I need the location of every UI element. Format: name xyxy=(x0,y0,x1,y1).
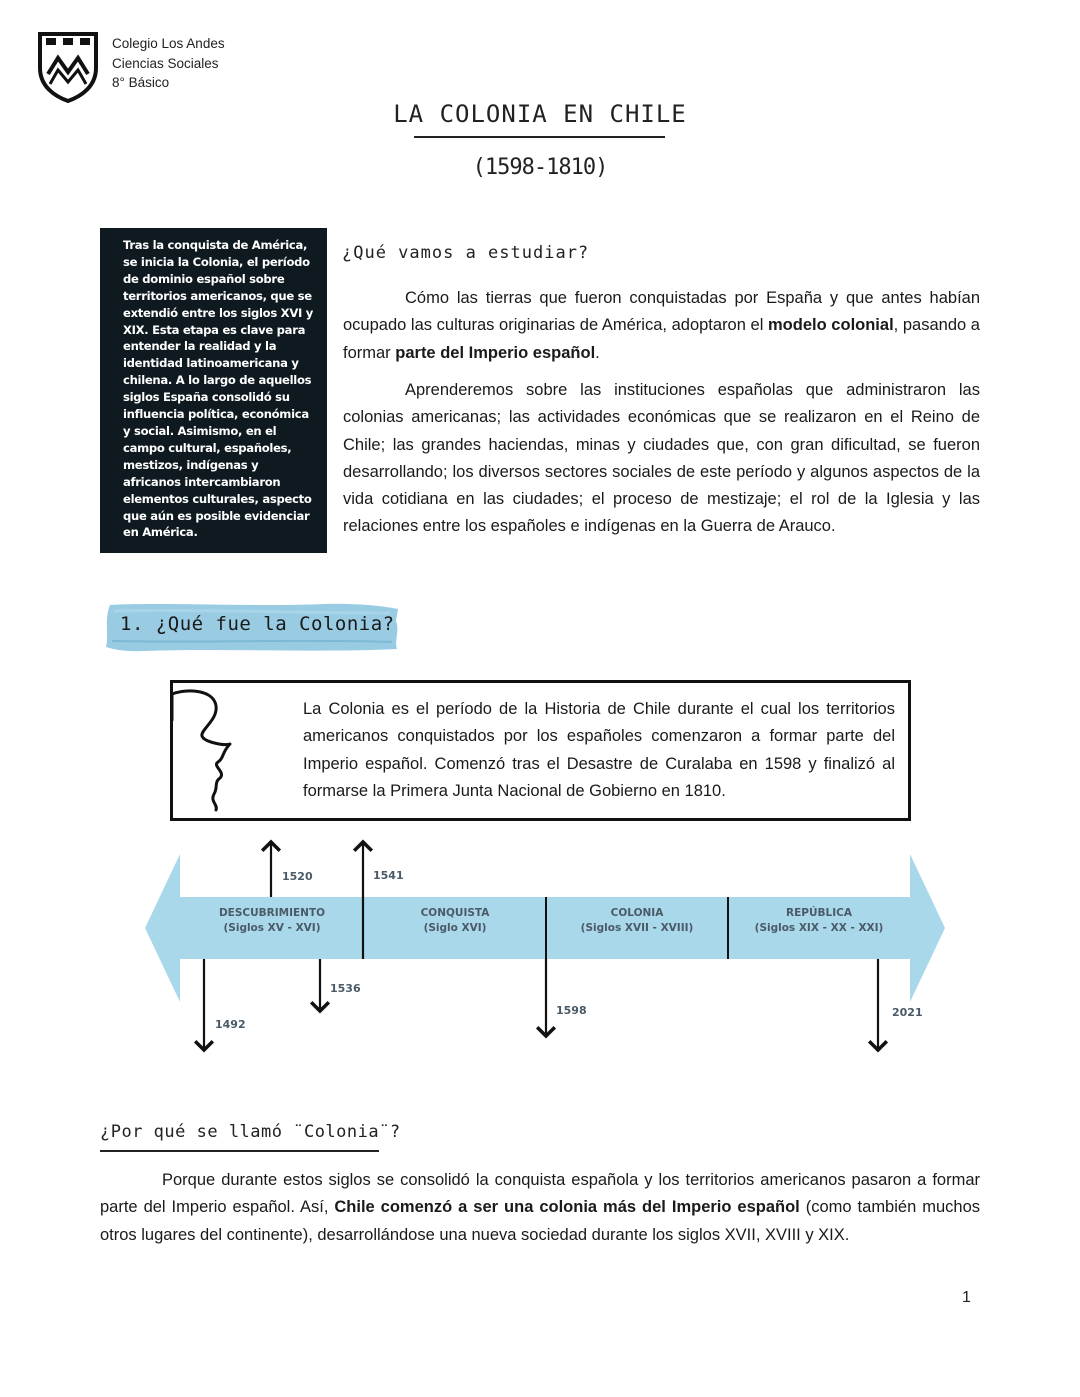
period-range-2: (Siglo XVI) xyxy=(423,922,487,934)
school-info xyxy=(112,34,225,93)
page-subtitle: (1598-1810) xyxy=(472,155,608,180)
intro-box: Tras la conquista de América, se inicia la Colonia, el período de dominio español sobre territorios americanos, que se extendió entre los siglos XVI y XIX. Esta etapa es clave para entender la realidad y la identidad latinoamericana y chilena. A lo largo de aquellos siglos España consolidó su influencia política, económica y social. Asimismo, en el campo cultural, españoles, mestizos, indígenas y africanos intercambiaron elementos culturales, aspecto que aún es posible evidenciar en América. xyxy=(100,228,327,553)
why-heading-underline xyxy=(100,1150,379,1152)
period-name-1: DESCUBRIMIENTO xyxy=(218,907,326,919)
text-span: . xyxy=(595,343,600,362)
text-span: Porque durante estos siglos se consolidó la conquista española y los territorios americanos pasaron a formar parte del Imperio español. Así, xyxy=(100,1171,980,1217)
period-name-3: COLONIA xyxy=(610,907,664,919)
date-label-2021: 2021 xyxy=(892,1006,923,1019)
bold-span: Chile comenzó a ser una colonia más del Imperio español xyxy=(334,1198,800,1217)
study-paragraph-1 xyxy=(343,285,980,367)
title-underline xyxy=(414,136,665,138)
bold-span: modelo colonial xyxy=(768,316,894,335)
definition-text: La Colonia es el período de la Historia de Chile durante el cual los territorios americanos conquistados por los españoles comenzaron a formar parte del Imperio español. Comenzó tras el Desastre de Curalaba en 1598 y finalizó al formarse la Primera Junta Nacional de Gobierno en 1810. xyxy=(303,700,895,800)
school-header xyxy=(36,30,336,110)
study-heading: ¿Qué vamos a estudiar? xyxy=(342,243,590,263)
text-span: Cómo las tierras que fueron conquistadas por España y que antes habían ocupado las culturas originarias de América, adoptaron el xyxy=(343,289,980,335)
date-label-1492: 1492 xyxy=(215,1018,246,1031)
page-title: LA COLONIA EN CHILE xyxy=(393,100,687,128)
date-label-1598: 1598 xyxy=(556,1004,587,1017)
page-number: 1 xyxy=(962,1289,971,1306)
period-name-2: CONQUISTA xyxy=(420,907,490,919)
period-range-4: (Siglos XIX - XX - XXI) xyxy=(754,922,884,934)
text-span: (como también muchos otros lugares del continente), desarrollándose una nueva sociedad durante los siglos XVII, XVIII y XIX. xyxy=(100,1198,980,1244)
bold-span: parte del Imperio español xyxy=(395,343,596,362)
period-range-3: (Siglos XVII - XVIII) xyxy=(580,922,694,934)
face-profile-icon xyxy=(168,686,248,816)
date-label-1536: 1536 xyxy=(330,982,361,995)
why-heading: ¿Por qué se llamó ¨Colonia¨? xyxy=(100,1122,401,1142)
timeline-diagram xyxy=(140,836,950,1058)
date-label-1520: 1520 xyxy=(282,870,313,883)
school-crest-icon xyxy=(36,30,100,104)
period-range-1: (Siglos XV - XVI) xyxy=(223,922,321,934)
text-span: , pasando a formar xyxy=(343,316,980,362)
subject-name: Ciencias Sociales xyxy=(112,55,219,71)
school-name: Colegio Los Andes xyxy=(112,36,225,51)
study-paragraph-2: Aprenderemos sobre las instituciones españolas que administraron las colonias americanas; las actividades económicas que se realizaron en el Reino de Chile; las grandes haciendas, minas y ciudades que, con gran dificultad, se fueron desarrollando; los diversos sectores sociales de este período y algunos aspectos de la vida cotidiana en las ciudades; el proceso de mestizaje; el rol de la Iglesia y las relaciones entre los españoles e indígenas en la Guerra de Arauco. xyxy=(343,381,980,536)
date-label-1541: 1541 xyxy=(373,869,404,882)
period-name-4: REPÚBLICA xyxy=(786,907,852,919)
why-paragraph xyxy=(100,1167,980,1249)
section-1-title: 1. ¿Qué fue la Colonia? xyxy=(120,613,395,635)
grade-level: 8° Básico xyxy=(112,75,170,90)
